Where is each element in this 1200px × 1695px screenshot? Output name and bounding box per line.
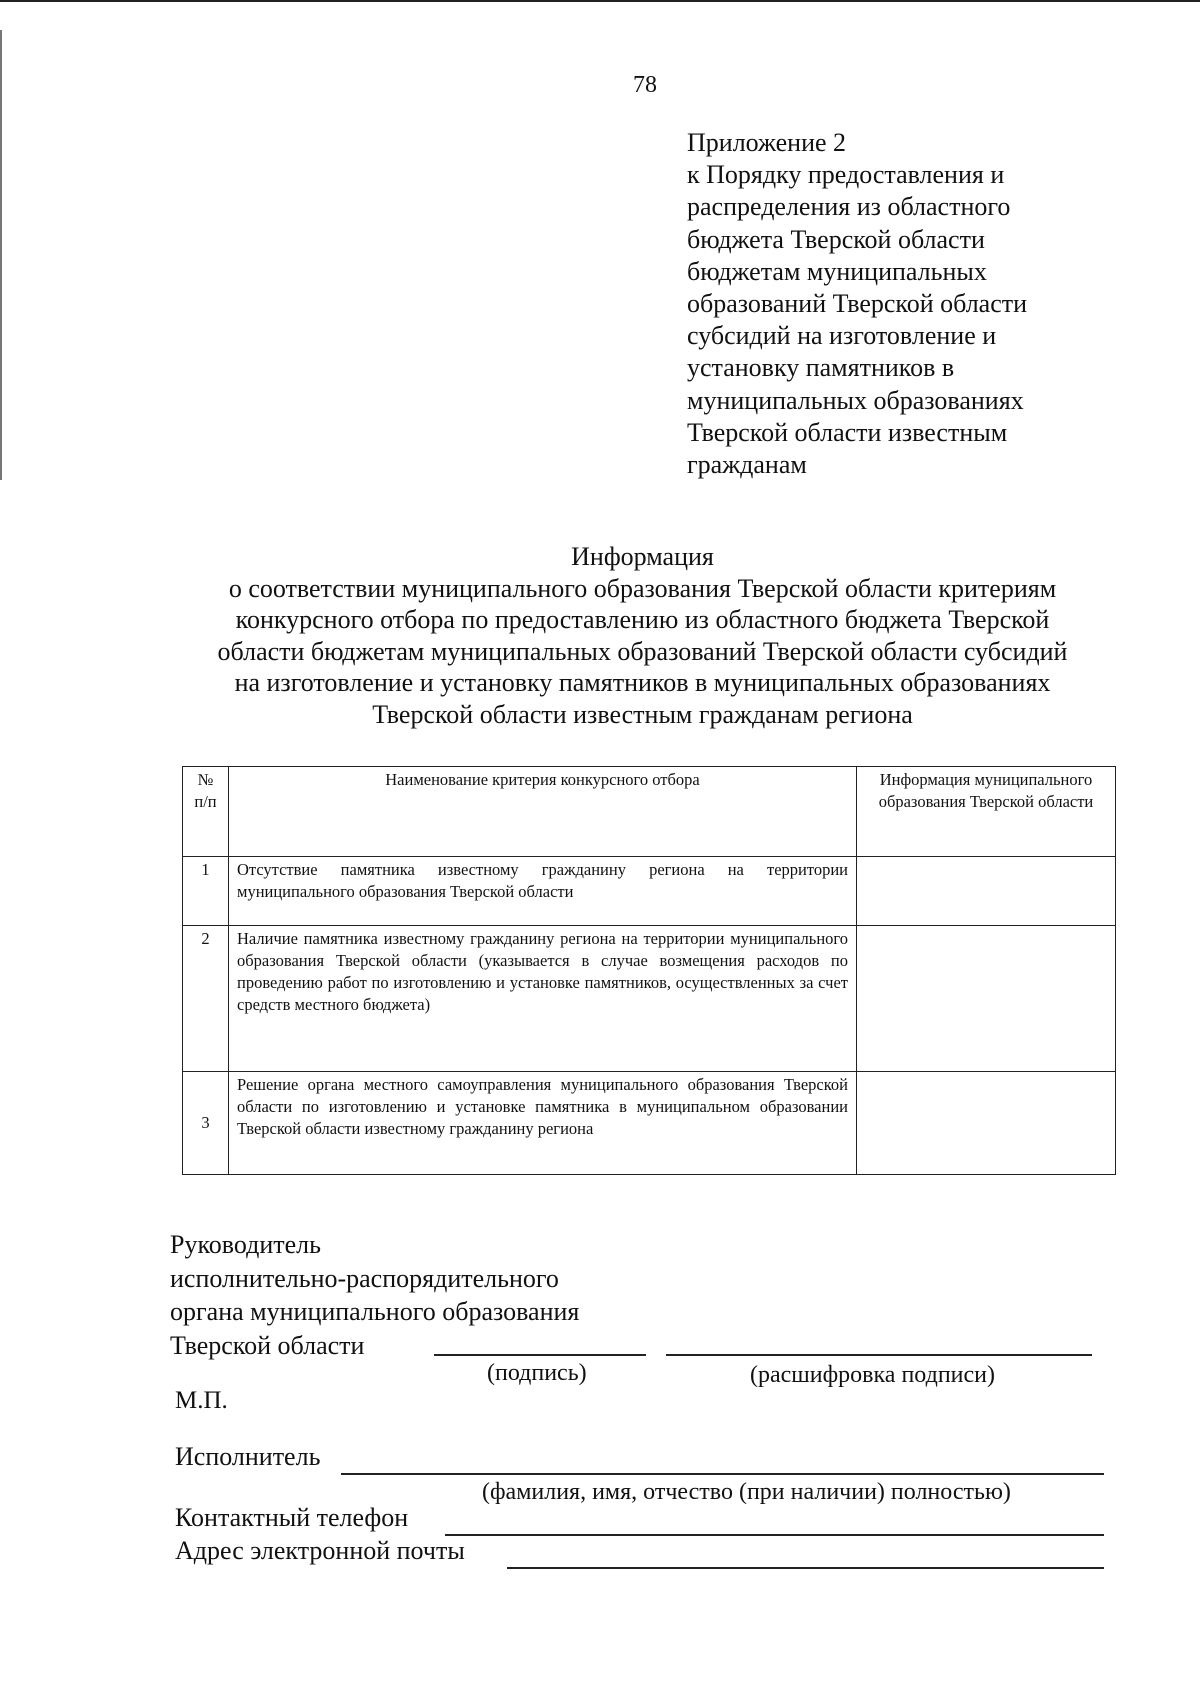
table-header-row	[183, 767, 1116, 857]
executor-label: Исполнитель	[175, 1442, 321, 1471]
appendix-line: распределения из областного	[687, 192, 1011, 222]
appendix-block	[687, 127, 1187, 481]
header-criterion-name: Наименование критерия конкурсного отбора	[229, 767, 857, 857]
row-number: 1	[183, 857, 229, 926]
table-row	[183, 1072, 1116, 1175]
municipal-info-cell	[857, 1072, 1116, 1175]
executor-field[interactable]	[341, 1473, 1104, 1475]
page-number: 78	[633, 72, 657, 98]
heading-line: конкурсного отбора по предоставлению из областного бюджета Тверской	[235, 605, 1050, 634]
row-number: 3	[183, 1072, 229, 1175]
appendix-line: бюджета Тверской области	[687, 224, 985, 254]
phone-label: Контактный телефон	[175, 1503, 409, 1532]
appendix-line: Тверской области известным	[687, 417, 1008, 447]
heading-line: Тверской области известным гражданам региона	[372, 699, 913, 729]
criterion-name: Наличие памятника известному гражданину региона на территории муниципального образования Тверской области (указывается в случае возмещения расходов по проведению работ по изготовлению и установке памятников, осуществленных за счет средств местного бюджета)	[229, 926, 857, 1072]
appendix-line: гражданам	[687, 450, 807, 480]
scan-edge-top	[0, 0, 1200, 2]
signature-decoding-blank[interactable]	[666, 1354, 1092, 1356]
signature-line: органа муниципального образования	[170, 1297, 580, 1326]
signature-line: исполнительно-распорядительного	[170, 1263, 559, 1293]
criterion-name: Отсутствие памятника известному гражданину региона на территории муниципального образования Тверской области	[229, 857, 857, 926]
header-num: № п/п	[183, 767, 229, 857]
appendix-line: бюджетам муниципальных	[687, 256, 987, 286]
phone-field[interactable]	[445, 1534, 1104, 1536]
heading-line: области бюджетам муниципальных образований Тверской области субсидий	[217, 636, 1068, 666]
scan-edge-left	[0, 30, 2, 480]
municipal-info-cell	[857, 926, 1116, 1072]
criteria-table	[182, 766, 1116, 1175]
appendix-line: установку памятников в	[687, 353, 955, 383]
table-row	[183, 857, 1116, 926]
appendix-line: субсидий на изготовление и	[687, 321, 997, 351]
heading-line: на изготовление и установку памятников в муниципальных образованиях	[234, 668, 1051, 697]
signature-line: Тверской области	[170, 1330, 365, 1360]
email-label: Адрес электронной почты	[175, 1536, 465, 1565]
signature-line: Руководитель	[170, 1230, 321, 1259]
appendix-line: образований Тверской области	[687, 289, 1028, 319]
decoding-caption: (расшифровка подписи)	[750, 1362, 995, 1388]
table-row	[183, 926, 1116, 1072]
document-heading	[100, 541, 1185, 730]
municipal-info-cell	[857, 857, 1116, 926]
appendix-line: к Порядку предоставления и	[687, 160, 1005, 190]
criterion-name: Решение органа местного самоуправления муниципального образования Тверской области по изготовлению и установке памятника в муниципальном образовании Тверской области известному гражданину региона	[229, 1072, 857, 1175]
appendix-line: Приложение 2	[687, 128, 847, 157]
signature-block	[170, 1228, 579, 1362]
row-number: 2	[183, 926, 229, 1072]
heading-line: о соответствии муниципального образования Тверской области критериям	[228, 573, 1057, 603]
stamp-place: М.П.	[175, 1387, 228, 1414]
header-municipal-info: Информация муниципального образования Тверской области	[857, 767, 1116, 857]
heading-title: Информация	[571, 542, 714, 571]
signature-blank[interactable]	[434, 1354, 646, 1356]
email-field[interactable]	[507, 1567, 1104, 1569]
executor-caption: (фамилия, имя, отчество (при наличии) полностью)	[482, 1479, 1011, 1505]
appendix-line: муниципальных образованиях	[687, 385, 1024, 415]
signature-caption: (подпись)	[487, 1360, 587, 1386]
